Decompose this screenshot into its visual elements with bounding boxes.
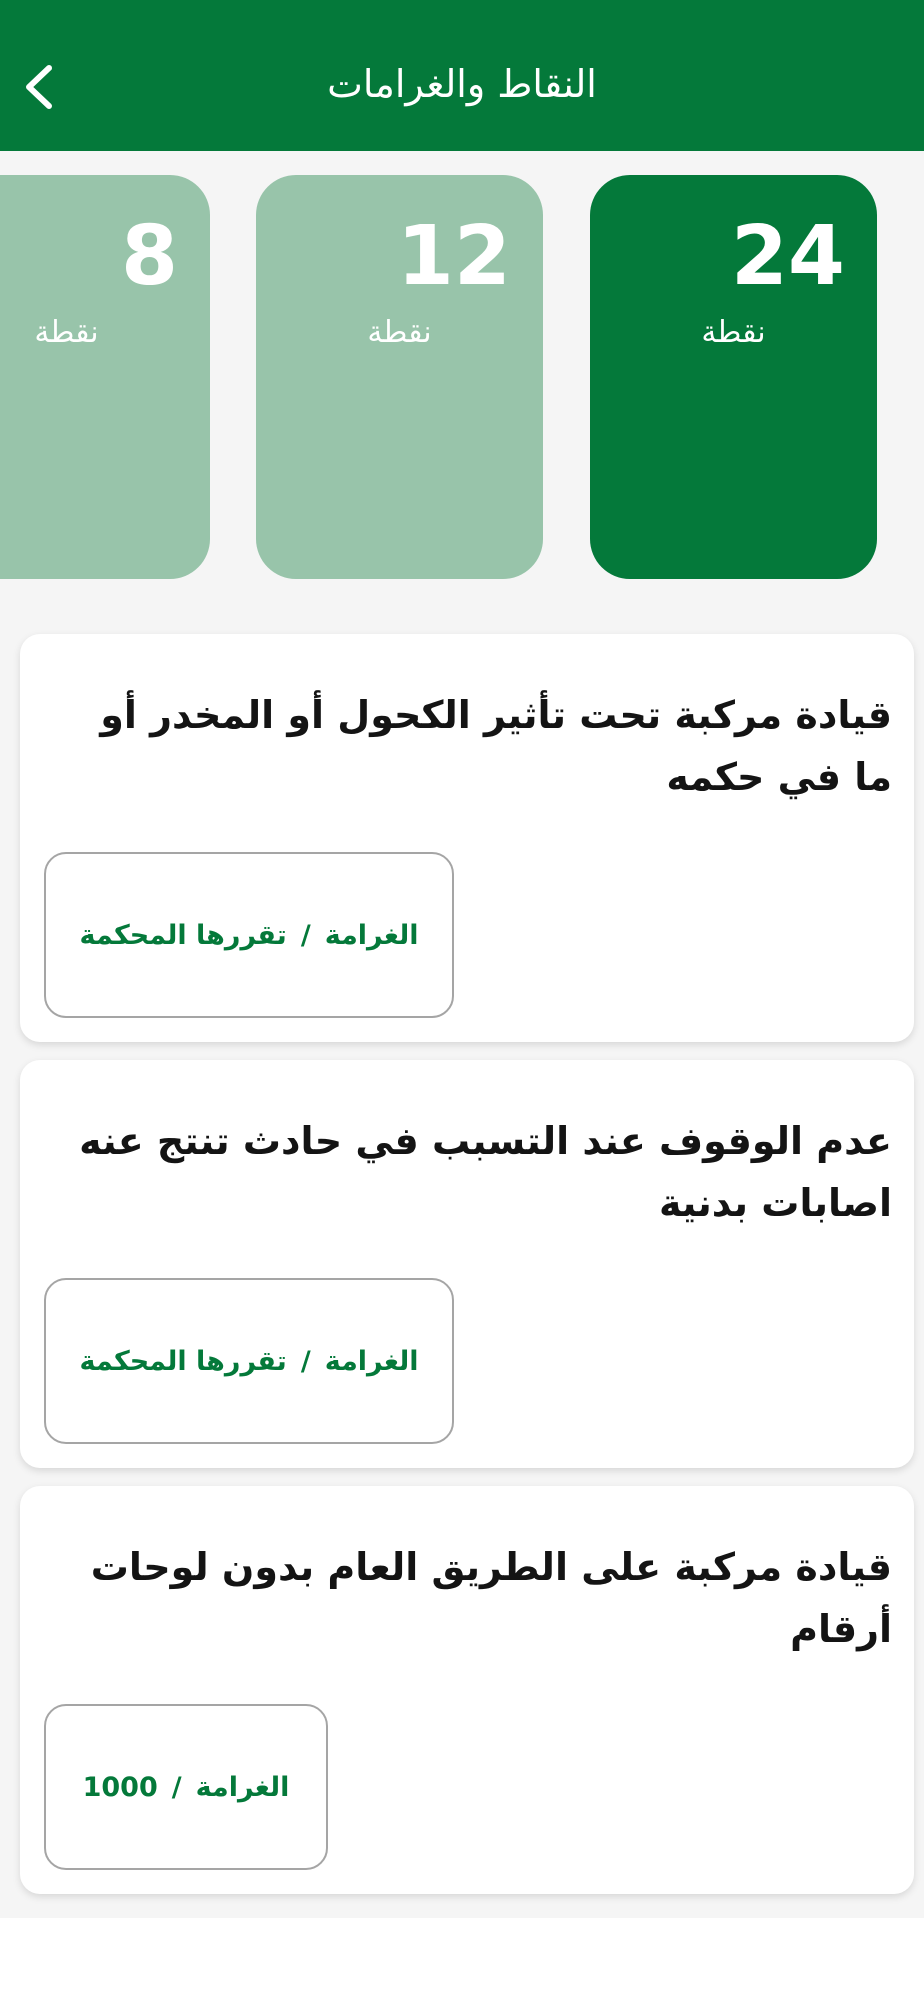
fine-label: الغرامة (195, 1771, 290, 1803)
points-unit-label: نقطة (34, 315, 99, 350)
points-value: 12 (396, 209, 511, 304)
fine-separator: / (300, 1345, 311, 1377)
violation-card (20, 1060, 914, 1468)
app-bar (0, 0, 924, 151)
fine-value: تقررها المحكمة (79, 919, 287, 951)
fine-badge[interactable] (44, 1278, 454, 1444)
points-card-24[interactable] (590, 175, 877, 579)
fine-badge[interactable] (44, 1704, 328, 1870)
fine-value: تقررها المحكمة (79, 1345, 287, 1377)
violation-card (20, 1486, 914, 1894)
violation-title: عدم الوقوف عند التسبب في حادث تنتج عنه اصابات بدنية (79, 1119, 892, 1225)
points-carousel[interactable] (0, 175, 924, 579)
fine-label: الغرامة (324, 1345, 419, 1377)
violation-title: قيادة مركبة على الطريق العام بدون لوحات أرقام (90, 1545, 892, 1651)
points-card-12[interactable] (256, 175, 543, 579)
fine-separator: / (300, 919, 311, 951)
points-unit-label: نقطة (701, 315, 766, 350)
violation-card (20, 634, 914, 1042)
points-value: 24 (730, 209, 845, 304)
fine-separator: / (171, 1771, 182, 1803)
page-title: النقاط والغرامات (327, 62, 597, 106)
points-card-8[interactable] (0, 175, 210, 579)
points-unit-label: نقطة (367, 315, 432, 350)
fine-label: الغرامة (324, 919, 419, 951)
fine-value: 1000 (82, 1771, 158, 1803)
fine-badge[interactable] (44, 852, 454, 1018)
violation-title: قيادة مركبة تحت تأثير الكحول أو المخدر أو ما في حكمه (100, 693, 892, 799)
points-value: 8 (120, 209, 178, 304)
